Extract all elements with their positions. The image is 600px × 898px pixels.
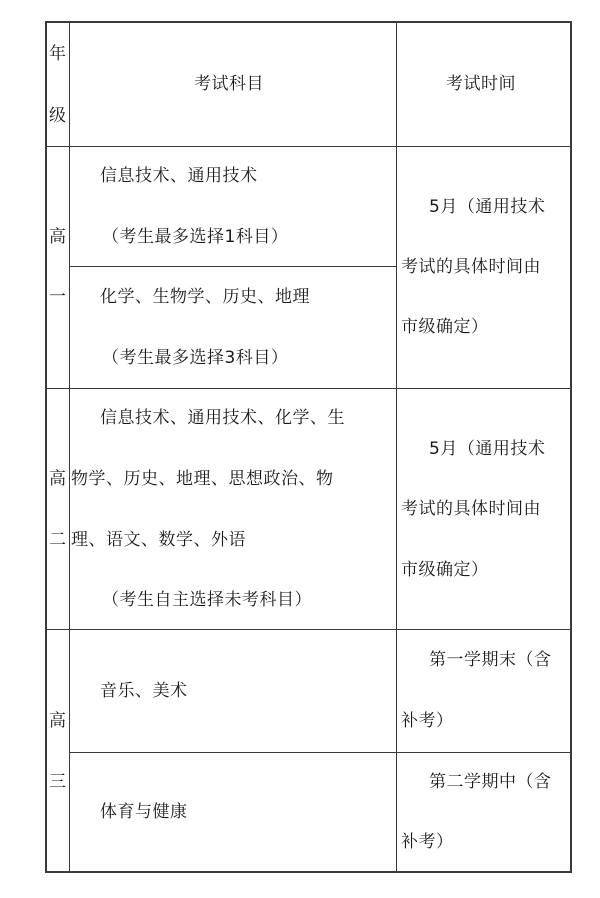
g1-subjects-a-line2: （考生最多选择1科目） [102, 227, 289, 247]
g2-subjects-line2: 物学、历史、地理、思想政治、物 [71, 469, 334, 489]
table-border-right [570, 21, 572, 873]
g1-time-line3: 市级确定） [401, 317, 489, 337]
g2-subjects-line3: 理、语文、数学、外语 [71, 530, 246, 550]
g2-grade-char-2: 二 [49, 530, 67, 550]
row-divider-header [45, 146, 572, 147]
g3-subject-b: 体育与健康 [100, 802, 188, 822]
g2-time-line2: 考试的具体时间由 [401, 499, 541, 519]
g2-grade-char-1: 高 [49, 469, 67, 489]
header-grade-char-1: 年 [49, 44, 67, 64]
g3-subject-a: 音乐、美术 [100, 681, 188, 701]
row-divider-g1 [45, 388, 572, 389]
g3-time-b-line2: 补考） [401, 832, 454, 852]
g3-time-b-line1: 第二学期中（含 [429, 772, 552, 792]
g2-subjects-line1: 信息技术、通用技术、化学、生 [100, 408, 345, 428]
row-divider-g2 [45, 629, 572, 630]
g3-time-a-line1: 第一学期末（含 [429, 650, 552, 670]
g1-subjects-b-line2: （考生最多选择3科目） [102, 348, 289, 368]
table-border-left [45, 21, 47, 873]
g1-grade-char-2: 一 [49, 287, 67, 307]
g2-subjects-line4: （考生自主选择未考科目） [102, 590, 312, 610]
header-grade-char-2: 级 [49, 106, 67, 126]
g1-subjects-b-line1: 化学、生物学、历史、地理 [100, 287, 310, 307]
g1-time-line2: 考试的具体时间由 [401, 257, 541, 277]
g1-subjects-a-line1: 信息技术、通用技术 [100, 166, 258, 186]
g2-time-line3: 市级确定） [401, 560, 489, 580]
g3-grade-char-2: 三 [49, 772, 67, 792]
g3-grade-char-1: 高 [49, 711, 67, 731]
g3-time-a-line2: 补考） [401, 711, 454, 731]
table-border-bottom [45, 871, 572, 873]
row-divider-g3 [69, 752, 572, 753]
g2-time-line1: 5月（通用技术 [429, 439, 546, 459]
g1-time-line1: 5月（通用技术 [429, 197, 546, 217]
header-time: 考试时间 [446, 74, 516, 94]
header-subjects: 考试科目 [194, 74, 264, 94]
column-divider-time [396, 21, 397, 873]
table-border-top [45, 21, 572, 23]
g1-grade-char-1: 高 [49, 227, 67, 247]
row-divider-g1-subjects [69, 266, 397, 267]
column-divider-grade [69, 21, 70, 873]
